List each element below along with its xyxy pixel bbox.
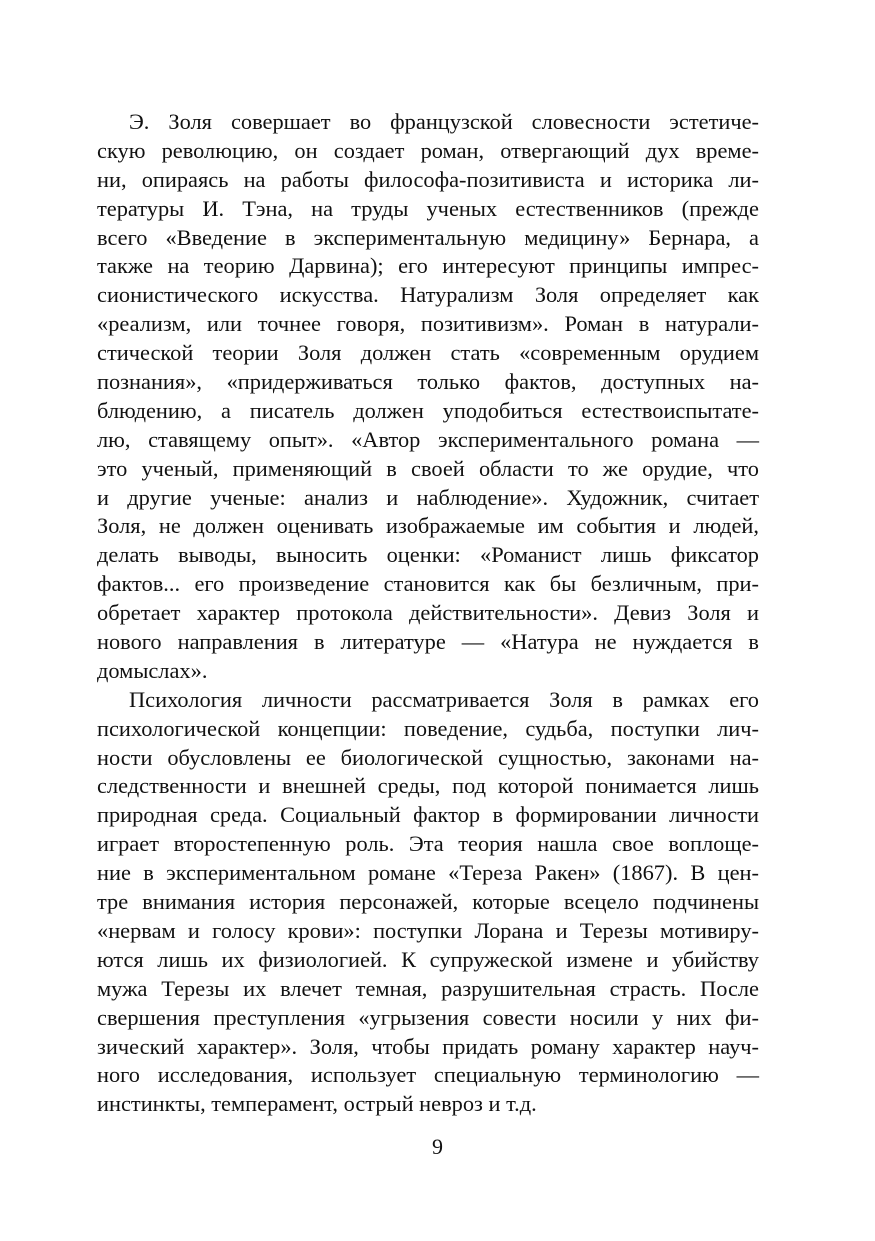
text-line: тре внимания история персонажей, которые всецело подчинены xyxy=(97,889,759,915)
text-line: также на теорию Дарвина); его интересуют принципы импрес- xyxy=(97,253,759,279)
main-text xyxy=(97,108,759,1119)
text-line: ности обусловлены ее биологической сущностью, законами на- xyxy=(97,744,759,770)
text-line: и другие ученые: анализ и наблюдение». Художник, считает xyxy=(97,484,759,510)
text-line: домыслах». xyxy=(97,657,208,683)
text-line: стической теории Золя должен стать «современным орудием xyxy=(97,340,759,366)
text-line: фактов... его произведение становится как бы безличным, при- xyxy=(97,571,759,597)
text-line: нового направления в литературе — «Натура не нуждается в xyxy=(97,629,759,655)
text-line: играет второстепенную роль. Эта теория нашла свое воплоще- xyxy=(97,831,759,857)
text-line: следственности и внешней среды, под которой понимается лишь xyxy=(97,773,759,799)
text-line: лю, ставящему опыт». «Автор экспериментального романа — xyxy=(97,426,759,452)
text-line: тературы И. Тэна, на труды ученых естественников (прежде xyxy=(97,195,759,221)
text-line: свершения преступления «угрызения совести носили у них фи- xyxy=(97,1004,759,1030)
text-line: мужа Терезы их влечет темная, разрушительная страсть. После xyxy=(97,975,759,1001)
text-line: блюдению, а писатель должен уподобиться естествоиспытате- xyxy=(97,397,759,423)
text-line: «реализм, или точнее говоря, позитивизм». Роман в натурали- xyxy=(97,311,759,337)
text-line: ются лишь их физиологией. К супружеской измене и убийству xyxy=(97,946,759,972)
text-line: «нервам и голосу крови»: поступки Лорана и Терезы мотивиру- xyxy=(97,917,759,943)
text-line: Золя, не должен оценивать изображаемые им события и людей, xyxy=(97,513,759,539)
text-line: ние в экспериментальном романе «Тереза Ракен» (1867). В цен- xyxy=(97,860,759,886)
paragraphs xyxy=(97,108,759,1119)
text-line: Э. Золя совершает во французской словесности эстетиче- xyxy=(129,109,759,134)
text-line: ни, опираясь на работы философа-позитивиста и историка ли- xyxy=(97,166,759,192)
text-line: зический характер». Золя, чтобы придать роману характер науч- xyxy=(97,1033,759,1059)
text-line: познания», «придерживаться только фактов, доступных на- xyxy=(97,369,759,395)
text-line: делать выводы, выносить оценки: «Романист лишь фиксатор xyxy=(97,542,759,568)
text-line: инстинкты, темперамент, острый невроз и т.д. xyxy=(97,1091,537,1117)
text-line: скую революцию, он создает роман, отвергающий дух време- xyxy=(97,137,759,163)
text-line: природная среда. Социальный фактор в формировании личности xyxy=(97,802,759,828)
text-line: это ученый, применяющий в своей области то же орудие, что xyxy=(97,455,759,481)
page-number: 9 xyxy=(432,1134,443,1159)
text-line: ного исследования, использует специальную терминологию — xyxy=(97,1062,759,1088)
text-line: обретает характер протокола действительности». Девиз Золя и xyxy=(97,600,759,626)
paragraph xyxy=(97,686,759,1119)
text-line: Психология личности рассматривается Золя в рамках его xyxy=(129,686,759,712)
text-line: всего «Введение в экспериментальную медицину» Бернара, а xyxy=(97,224,759,250)
text-line: психологической концепции: поведение, судьба, поступки лич- xyxy=(97,715,759,741)
text-line: сионистического искусства. Натурализм Золя определяет как xyxy=(97,282,759,308)
paragraph xyxy=(97,108,759,686)
